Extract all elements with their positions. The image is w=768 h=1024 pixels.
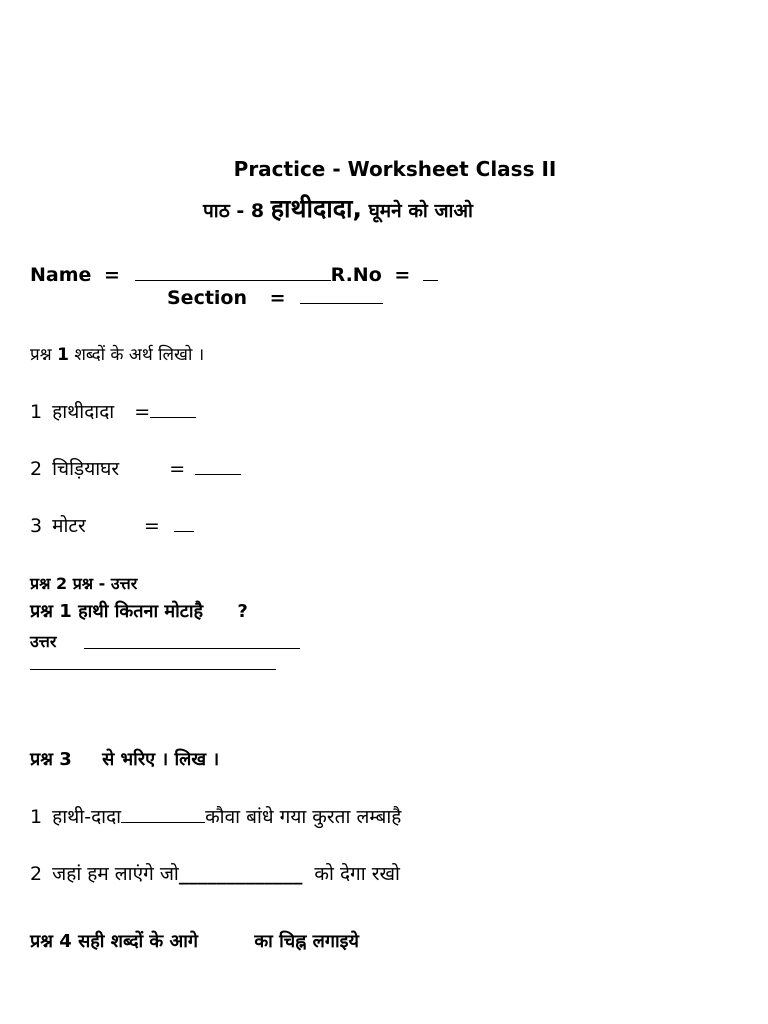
rno-blank[interactable] <box>423 279 438 281</box>
rno-eq: = <box>394 264 411 286</box>
q1-blank-1[interactable] <box>150 416 196 418</box>
name-label: Name <box>30 264 92 286</box>
subtitle-num: - 8 <box>236 200 265 222</box>
name-eq: = <box>104 264 120 286</box>
q3-blank-1[interactable] <box>121 821 205 823</box>
q1-blank-3[interactable] <box>174 530 194 532</box>
answer-line-1[interactable] <box>84 648 300 649</box>
subtitle-prefix: पाठ <box>203 200 230 222</box>
q2-subquestion: प्रश्न 1 हाथी कितना मोटाहै ? <box>30 601 248 622</box>
q1-item-3: 3 मोटर = <box>30 517 194 536</box>
q2-title: प्रश्न 2 प्रश्न - उत्तर <box>30 574 138 593</box>
answer-label: उत्तर <box>30 632 57 651</box>
section-blank[interactable] <box>300 302 383 304</box>
q1-blank-2[interactable] <box>195 473 241 475</box>
q3-item-1: 1 हाथी-दादा कौवा बांधे गया कुरता लम्बाहै <box>30 806 402 828</box>
subtitle-rest: घूमने को जाओ <box>368 200 473 222</box>
name-blank[interactable] <box>135 279 331 281</box>
answer-line-2[interactable] <box>30 669 276 670</box>
name-row <box>30 266 438 285</box>
q1-title: प्रश्न 1 शब्दों के अर्थ लिखो । <box>30 345 205 365</box>
page-subtitle <box>203 196 473 221</box>
rno-label: R.No <box>330 264 382 286</box>
q1-item-1: 1 हाथीदादा = <box>30 403 196 422</box>
q4-title: प्रश्न 4 सही शब्दों के आगे का चिह्न लगाइये <box>30 931 359 952</box>
q1-item-2: 2 चिड़ियाघर = <box>30 460 241 479</box>
q2-answer <box>30 634 56 650</box>
section-row <box>167 289 383 308</box>
q3-item-2: 2 जहां हम लाएंगे जो_____________ को देगा रखो <box>30 863 400 885</box>
subtitle-big: हाथीदादा, <box>270 194 362 223</box>
section-label: Section <box>167 287 248 309</box>
section-eq: = <box>269 287 286 309</box>
q3-title: प्रश्न 3 से भरिए । लिख । <box>30 749 220 770</box>
page-title: Practice - Worksheet Class II <box>233 157 557 181</box>
q3-blank-2[interactable]: _____________ <box>178 863 303 885</box>
